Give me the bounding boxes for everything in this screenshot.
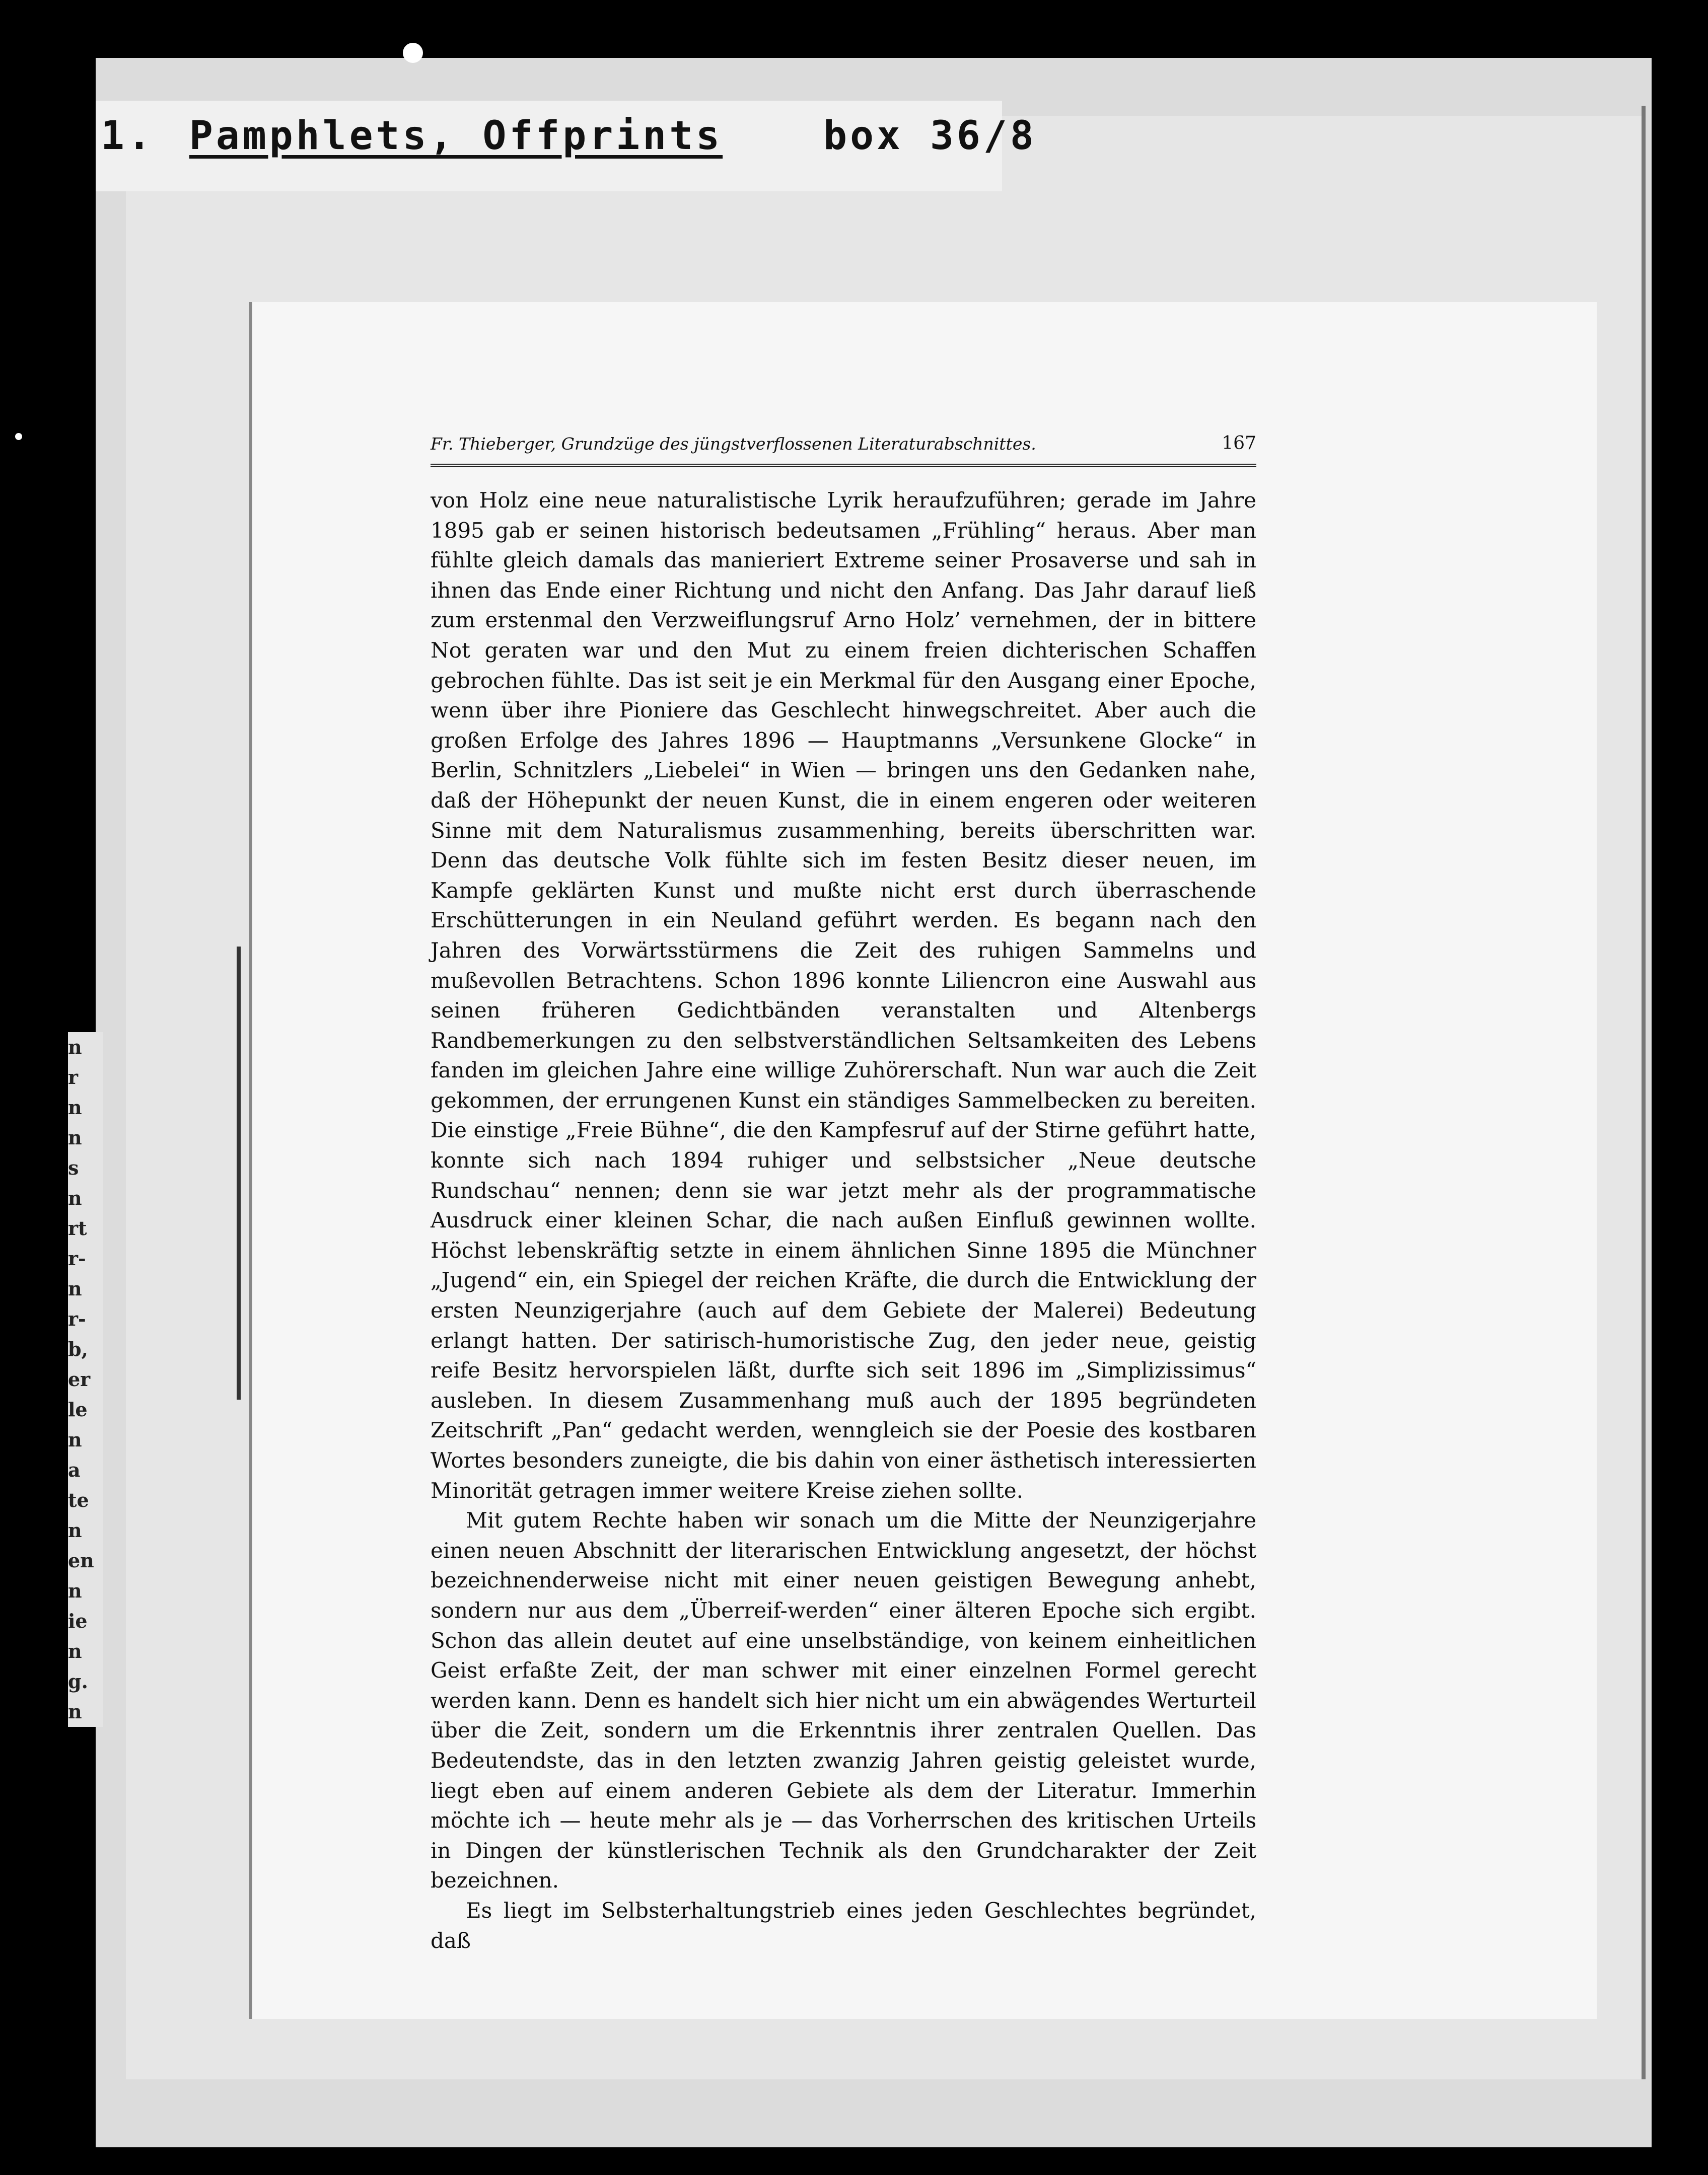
margin-fragment: r-: [68, 1308, 86, 1330]
margin-fragment: b,: [68, 1338, 88, 1360]
margin-fragment: g.: [68, 1670, 88, 1693]
paragraph-2: Mit gutem Rechte haben wir sonach um die Mitte der Neunzigerjahre einen neuen Abschnitt der literarischen Entwicklung angesetzt, der höchst bezeichnenderweise nicht mit einer neuen geistigen Bewegung anhebt, sondern nur aus dem „Überreif-werden“ einer älteren Epoche sich ergibt. Schon das allein deutet auf eine unselbständige, von keinem einheitlichen Geist erfaßte Zeit, der man schwer mit einer einzelnen Formel gerecht werden kann. Denn es handelt sich hier nicht um ein abwägendes Werturteil über die Zeit, sondern um die Erkenntnis ihrer zentralen Quellen. Das Bedeutendste, das in den letzten zwanzig Jahren geistig geleistet wurde, liegt eben auf einem anderen Gebiete als dem der Literatur. Immerhin möchte ich — heute mehr als je — das Vorherrschen des kritischen Urteils in Dingen der künstlerischen Technik als den Grundcharakter der Zeit bezeichnen.: [431, 1508, 1256, 1893]
margin-fragment: r: [68, 1066, 79, 1089]
label-box: box 36/8: [823, 113, 1037, 159]
running-head: [431, 433, 1256, 467]
margin-fragment: n: [68, 1700, 82, 1723]
margin-fragment: te: [68, 1489, 89, 1511]
paragraph-3: Es liegt im Selbsterhaltungstrieb eines jeden Geschlechtes begründet, daß: [431, 1898, 1256, 1953]
margin-fragment: er: [68, 1368, 91, 1391]
margin-fragment: n: [68, 1126, 82, 1149]
page-number: 167: [1222, 433, 1256, 454]
adjacent-page-margin-fragments: [68, 1032, 103, 1727]
folder-label: [101, 113, 1037, 159]
margin-fragment: n: [68, 1036, 82, 1058]
margin-fragment: n: [68, 1277, 82, 1300]
margin-fragment: le: [68, 1398, 88, 1421]
margin-fragment: n: [68, 1428, 82, 1451]
page-edge-shadow: [237, 947, 241, 1400]
film-speck: [403, 43, 423, 63]
margin-fragment: rt: [68, 1217, 87, 1240]
margin-fragment: en: [68, 1549, 94, 1572]
margin-fragment: ie: [68, 1610, 88, 1632]
film-speck: [15, 433, 22, 440]
body-text: [431, 485, 1256, 1955]
margin-fragment: n: [68, 1579, 82, 1602]
margin-fragment: n: [68, 1519, 82, 1542]
margin-fragment: s: [68, 1156, 79, 1179]
running-head-title: Fr. Thieberger, Grundzüge des jüngstverflossenen Literaturabschnittes.: [431, 434, 1036, 454]
page-content: [431, 433, 1256, 1955]
margin-fragment: a: [68, 1459, 81, 1481]
margin-fragment: r-: [68, 1247, 86, 1270]
paragraph-1: von Holz eine neue naturalistische Lyrik heraufzuführen; gerade im Jahre 1895 gab er seinen historisch bedeutsamen „Frühling“ heraus. Aber man fühlte gleich damals das manieriert Extreme seiner Prosaverse und sah in ihnen das Ende einer Richtung und nicht den Anfang. Das Jahr darauf ließ zum erstenmal den Verzweiflungsruf Arno Holz’ vernehmen, der in bittere Not geraten war und den Mut zu einem freien dichterischen Schaffen gebrochen fühlte. Das ist seit je ein Merkmal für den Ausgang einer Epoche, wenn über ihre Pioniere das Geschlecht hinwegschreitet. Aber auch die großen Erfolge des Jahres 1896 — Hauptmanns „Versunkene Glocke“ in Berlin, Schnitzlers „Liebelei“ in Wien — bringen uns den Gedanken nahe, daß der Höhepunkt der neuen Kunst, die in einem engeren oder weiteren Sinne mit dem Naturalismus zusammenhing, bereits überschritten war. Denn das deutsche Volk fühlte sich im festen Besitz dieser neuen, im Kampfe geklärten Kunst und mußte nicht erst durch überraschende Erschütterungen in ein Neuland geführt werden. Es begann nach den Jahren des Vorwärtsstürmens die Zeit des ruhigen Sammelns und mußevollen Betrachtens. Schon 1896 konnte Liliencron eine Auswahl aus seinen früheren Gedichtbänden veranstalten und Altenbergs Randbemerkungen zu den selbstverständlichen Seltsamkeiten des Lebens fanden im gleichen Jahre eine willige Zuhörerschaft. Nun war auch die Zeit gekommen, der errungenen Kunst ein ständiges Sammelbecken zu bereiten. Die einstige „Freie Bühne“, die den Kampfesruf auf der Stirne geführt hatte, konnte sich nach 1894 ruhiger und selbstsicher „Neue deutsche Rundschau“ nennen; denn sie war jetzt mehr als der programmatische Ausdruck einer kleinen Schar, die nach außen Einfluß gewinnen wollte. Höchst lebenskräftig setzte in einem ähnlichen Sinne 1895 die Münchner „Jugend“ ein, ein Spiegel der reichen Kräfte, die durch die Entwicklung der ersten Neunzigerjahre (auch auf dem Gebiete der Malerei) Bedeutung erlangt hatten. Der satirisch-humoristische Zug, den jeder neue, geistig reife Besitz hervorspielen läßt, durfte sich seit 1896 im „Simplizissimus“ ausleben. In diesem Zusammenhang muß auch der 1895 begründeten Zeitschrift „Pan“ gedacht werden, wenngleich sie der Poesie des kostbaren Wortes besonders zuneigte, die bis dahin von einer ästhetisch interessierten Minorität getragen immer weitere Kreise ziehen sollte.: [431, 488, 1256, 1503]
label-number: 1.: [101, 113, 154, 159]
margin-fragment: n: [68, 1187, 82, 1209]
margin-fragment: n: [68, 1640, 82, 1662]
label-title: Pamphlets, Offprints: [189, 113, 723, 159]
margin-fragment: n: [68, 1096, 82, 1119]
